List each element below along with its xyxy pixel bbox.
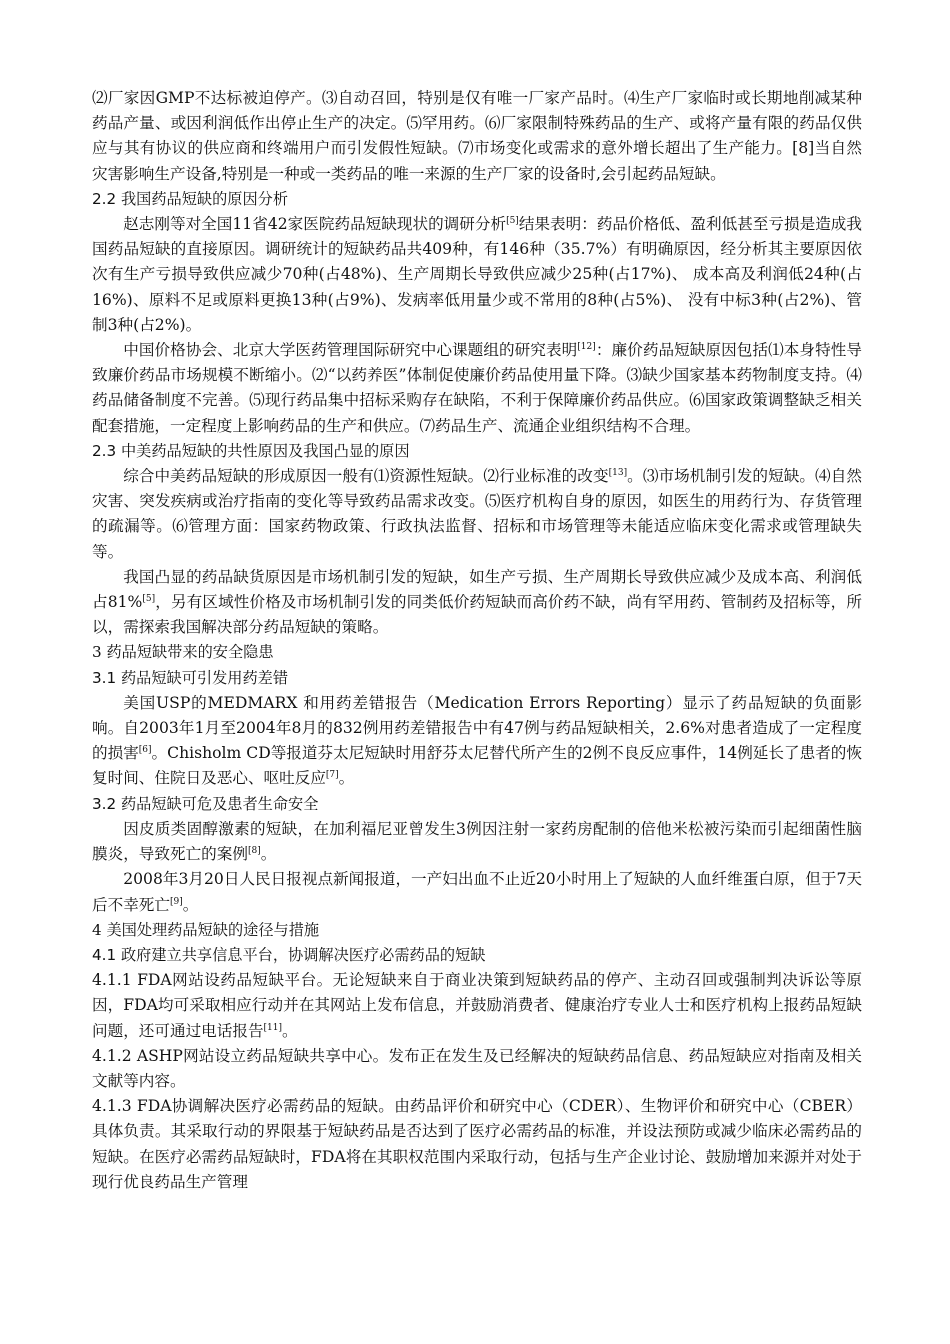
paragraph-text: 4.1.3 FDA协调解决医疗必需药品的短缺。由药品评价和研究中心（CDER）、生物评价和研究中心（CBER）具体负责。其采取行动的界限基于短缺药品是否达到了医疗必需药品的标准，并设法预防或减少临床必需药品的短缺。在医疗必需药品短缺时，FDA将在其职权范围内采取行动，包括与生产企业讨论、鼓励增加来源并对处于现行优良药品生产管理 [92, 1097, 862, 1191]
heading-3-2 [92, 792, 862, 817]
paragraph-zhao-survey [92, 212, 862, 338]
paragraph-text: 。 [260, 845, 277, 864]
paragraph-california-case [92, 817, 862, 867]
paragraph-text: ，另有区域性价格及市场机制引发的同类低价药短缺而高价药不缺，尚有罕用药、管制药及招标等，所以，需探索我国解决部分药品短缺的策略。 [92, 593, 862, 637]
document-page [92, 86, 862, 1195]
paragraph-text: 赵志刚等对全国11省42家医院药品短缺现状的调研分析 [123, 215, 507, 234]
paragraph-4-1-2 [92, 1044, 862, 1094]
heading-text: 3 药品短缺带来的安全隐患 [92, 643, 274, 662]
citation-ref: [11] [263, 1022, 283, 1033]
heading-3-1 [92, 666, 862, 691]
paragraph-china-causes [92, 565, 862, 641]
paragraph-medmarx [92, 691, 862, 792]
citation-ref: [6] [138, 745, 152, 756]
paragraph-text: 2008年3月20日人民日报视点新闻报道，一产妇出血不止近20小时用上了短缺的人血纤维蛋白原，但于7天后不幸死亡 [92, 870, 862, 914]
paragraph-text: 结果表明：药品价格低、盈利低甚至亏损是造成我国药品短缺的直接原因。调研统计的短缺药品共409种，有146种（35.7%）有明确原因，经分析其主要原因依次有生产亏损导致供应减少70种(占48%)、生产周期长导致供应减少25种(占17%)、 成本高及利润低24种(占16%)、原料不足或原料更换13种(占9%)、发病率低用量少或不常用的8种(占5%)、 没有中标3种(占2%)、管制3种(占2%)。 [92, 215, 862, 334]
paragraph-text: 。 [338, 769, 355, 788]
citation-ref: [9] [169, 896, 183, 907]
heading-4 [92, 918, 862, 943]
paragraph-text: 综合中美药品短缺的形成原因一般有⑴资源性短缺。⑵行业标准的改变 [123, 467, 609, 486]
citation-ref: [5] [506, 216, 519, 227]
heading-2-2 [92, 187, 862, 212]
citation-ref: [8] [247, 846, 261, 857]
heading-text: 3.2 药品短缺可危及患者生命安全 [92, 794, 319, 813]
paragraph-4-1-3 [92, 1094, 862, 1195]
heading-text: 4.1 政府建立共享信息平台，协调解决医疗必需药品的短缺 [92, 945, 486, 964]
citation-ref: [12] [577, 342, 596, 353]
heading-text: 2.3 中美药品短缺的共性原因及我国凸显的原因 [92, 441, 410, 460]
paragraph-peoples-daily [92, 867, 862, 917]
heading-3 [92, 640, 862, 665]
citation-ref: [13] [608, 468, 628, 479]
paragraph-text: 4.1.2 ASHP网站设立药品短缺共享中心。发布正在发生及已经解决的短缺药品信息、药品短缺应对指南及相关文献等内容。 [92, 1046, 862, 1090]
heading-4-1 [92, 943, 862, 968]
paragraph-text: 。Chisholm CD等报道芬太尼短缺时用舒芬太尼替代所产生的2例不良反应事件，14例延长了患者的恢复时间、住院日及恶心、呕吐反应 [92, 744, 862, 788]
paragraph-price-association [92, 338, 862, 439]
citation-ref: [5] [142, 594, 156, 605]
heading-text: 4 美国处理药品短缺的途径与措施 [92, 920, 320, 939]
paragraph-text: 。 [282, 1021, 298, 1040]
paragraph-common-causes [92, 464, 862, 565]
paragraph-gmp-causes [92, 86, 862, 187]
citation-ref: [7] [325, 770, 339, 781]
paragraph-4-1-1 [92, 968, 862, 1044]
paragraph-text: 。 [182, 895, 199, 914]
paragraph-text: 中国价格协会、北京大学医药管理国际研究中心课题组的研究表明 [123, 341, 578, 360]
paragraph-text: ⑵厂家因GMP不达标被迫停产。⑶自动召回，特别是仅有唯一厂家产品时。⑷生产厂家临时或长期地削减某种药品产量、或因利润低作出停止生产的决定。⑸罕用药。⑹厂家限制特殊药品的生产、或将产量有限的药品仅供应与其有协议的供应商和终端用户而引发假性短缺。⑺市场变化或需求的意外增长超出了生产能力。[8]当自然灾害影响生产设备,特别是一种或一类药品的唯一来源的生产厂家的设备时,会引起药品短缺。 [92, 89, 862, 183]
heading-text: 3.1 药品短缺可引发用药差错 [92, 668, 289, 687]
paragraph-text: 。⑶市场机制引发的短缺。⑷自然灾害、突发疾病或治疗指南的变化等导致药品需求改变。⑸医疗机构自身的原因，如医生的用药行为、存货管理的疏漏等。⑹管理方面：国家药物政策、行政执法监督、招标和市场管理等未能适应临床变化需求或管理缺失等。 [92, 467, 862, 561]
paragraph-text: 4.1.1 FDA网站设药品短缺平台。无论短缺来自于商业决策到短缺药品的停产、主动召回或强制判决诉讼等原因，FDA均可采取相应行动并在其网站上发布信息，并鼓励消费者、健康治疗专业人士和医疗机构上报药品短缺问题，还可通过电话报告 [92, 971, 862, 1040]
paragraph-text: 因皮质类固醇激素的短缺，在加利福尼亚曾发生3例因注射一家药房配制的倍他米松被污染而引起细菌性脑膜炎，导致死亡的案例 [92, 819, 862, 864]
heading-text: 2.2 我国药品短缺的原因分析 [92, 189, 289, 208]
paragraph-text: 美国USP的MEDMARX 和用药差错报告（Medication Errors Reporting）显示了药品短缺的负面影响。自2003年1月至2004年8月的832例用药差错报告中有47例与药品短缺相关，2.6%对患者造成了一定程度的损害 [92, 693, 862, 763]
paragraph-text: 我国凸显的药品缺货原因是市场机制引发的短缺，如生产亏损、生产周期长导致供应减少及成本高、利润低占81% [92, 567, 862, 612]
heading-2-3 [92, 439, 862, 464]
paragraph-text: ：廉价药品短缺原因包括⑴本身特性导致廉价药品市场规模不断缩小。⑵“以药养医”体制促使廉价药品使用量下降。⑶缺少国家基本药物制度支持。⑷药品储备制度不完善。⑸现行药品集中招标采购存在缺陷，不利于保障廉价药品供应。⑹国家政策调整缺乏相关配套措施，一定程度上影响药品的生产和供应。⑺药品生产、流通企业组织结构不合理。 [92, 341, 862, 435]
